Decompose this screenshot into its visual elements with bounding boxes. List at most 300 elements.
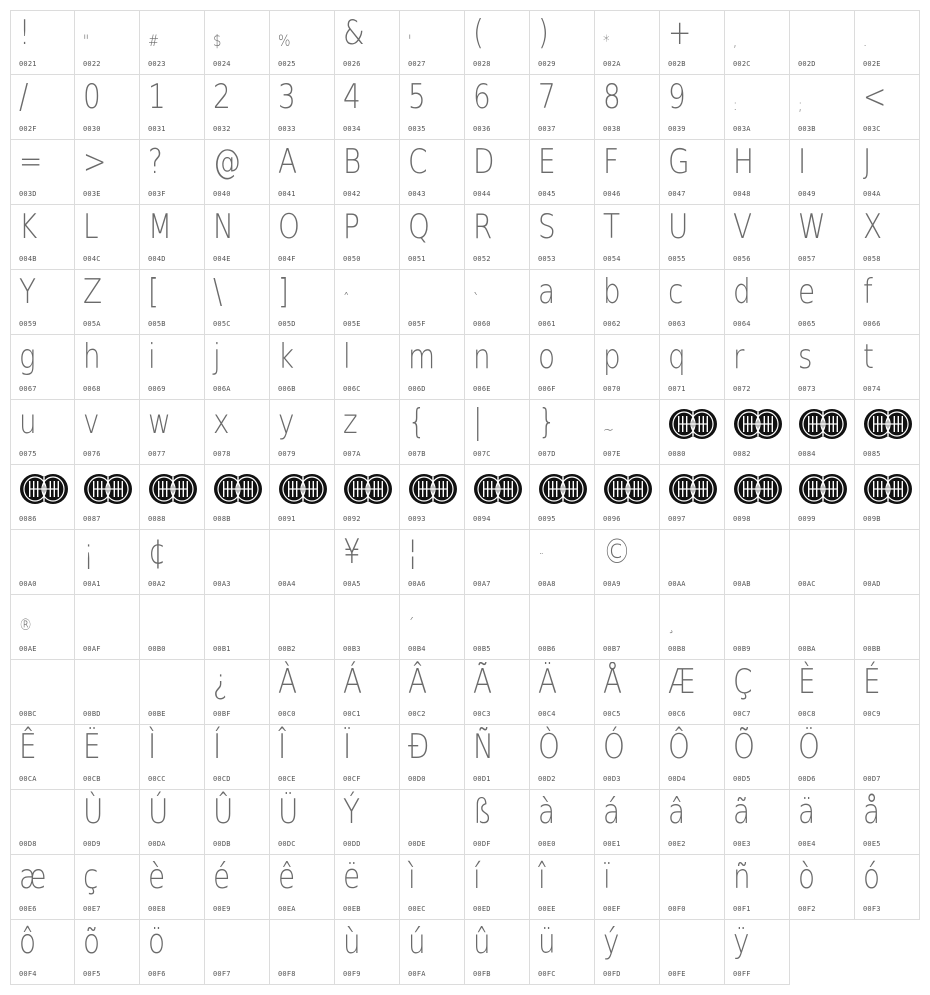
- glyph-codepoint: 004E: [213, 255, 231, 263]
- glyph-codepoint: 00FC: [538, 970, 556, 978]
- logo-glyph-icon: [733, 408, 783, 440]
- glyph-cell: [855, 270, 920, 335]
- glyph-cell: [140, 270, 205, 335]
- glyph-character: Ù: [83, 792, 104, 832]
- glyph-cell: [10, 790, 75, 855]
- glyph-codepoint: 0062: [603, 320, 621, 328]
- glyph-cell: [595, 920, 660, 985]
- glyph-cell: [270, 140, 335, 205]
- glyph-character: <: [863, 77, 887, 117]
- glyph-codepoint: 00EC: [408, 905, 426, 913]
- glyph-codepoint: 0025: [278, 60, 296, 68]
- glyph-codepoint: 00D9: [83, 840, 101, 848]
- glyph-cell: [140, 855, 205, 920]
- glyph-cell: [140, 530, 205, 595]
- glyph-cell: [595, 855, 660, 920]
- glyph-cell: [10, 920, 75, 985]
- glyph-codepoint: 00FE: [668, 970, 686, 978]
- glyph-codepoint: 00F9: [343, 970, 361, 978]
- glyph-codepoint: 0039: [668, 125, 686, 133]
- glyph-character: ¦: [408, 532, 418, 572]
- glyph-character: ý: [603, 922, 620, 962]
- glyph-cell: [465, 855, 530, 920]
- glyph-character: A: [278, 142, 298, 182]
- glyph-character: y: [278, 402, 295, 442]
- glyph-codepoint: 007E: [603, 450, 621, 458]
- glyph-codepoint: 00CE: [278, 775, 296, 783]
- glyph-codepoint: 0093: [408, 515, 426, 523]
- glyph-codepoint: 00AD: [863, 580, 881, 588]
- glyph-character: x: [213, 402, 230, 442]
- glyph-cell: [335, 75, 400, 140]
- glyph-cell: [790, 400, 855, 465]
- glyph-cell: [140, 725, 205, 790]
- glyph-cell: [270, 725, 335, 790]
- glyph-cell: [790, 10, 855, 75]
- glyph-codepoint: 0051: [408, 255, 426, 263]
- glyph-codepoint: 0069: [148, 385, 166, 393]
- glyph-cell: [140, 920, 205, 985]
- glyph-character: ˆ: [343, 290, 350, 309]
- glyph-codepoint: 00A0: [19, 580, 37, 588]
- glyph-character: É: [863, 662, 881, 702]
- glyph-cell: [205, 75, 270, 140]
- glyph-codepoint: 006A: [213, 385, 231, 393]
- glyph-character: Á: [343, 662, 363, 702]
- glyph-character: Æ: [668, 662, 696, 702]
- glyph-cell: [660, 140, 725, 205]
- glyph-character: Û: [213, 792, 234, 832]
- glyph-cell: [530, 790, 595, 855]
- glyph-cell: [205, 270, 270, 335]
- glyph-codepoint: 00D7: [863, 775, 881, 783]
- glyph-cell: [205, 660, 270, 725]
- glyph-codepoint: 00A5: [343, 580, 361, 588]
- glyph-cell: [270, 335, 335, 400]
- glyph-codepoint: 0042: [343, 190, 361, 198]
- glyph-character: Ñ: [473, 727, 494, 767]
- glyph-cell: [10, 530, 75, 595]
- glyph-cell: [205, 855, 270, 920]
- glyph-character: R: [473, 207, 493, 247]
- glyph-character: =: [19, 142, 43, 182]
- glyph-codepoint: 00B0: [148, 645, 166, 653]
- glyph-codepoint: 00D5: [733, 775, 751, 783]
- glyph-codepoint: 0056: [733, 255, 751, 263]
- glyph-cell: [400, 465, 465, 530]
- glyph-codepoint: 0074: [863, 385, 881, 393]
- glyph-character: Ç: [733, 662, 753, 702]
- glyph-character: |: [473, 402, 483, 442]
- logo-glyph-icon: [473, 473, 523, 505]
- glyph-cell: [400, 205, 465, 270]
- glyph-character: P: [343, 207, 360, 247]
- logo-glyph-icon: [668, 473, 718, 505]
- glyph-cell: [205, 10, 270, 75]
- glyph-character: ù: [343, 922, 361, 962]
- glyph-cell: [790, 725, 855, 790]
- glyph-grid: [10, 10, 920, 985]
- glyph-codepoint: 0063: [668, 320, 686, 328]
- glyph-cell: [400, 270, 465, 335]
- glyph-cell: [335, 270, 400, 335]
- glyph-cell: [335, 10, 400, 75]
- glyph-cell: [400, 725, 465, 790]
- glyph-character: Ó: [603, 727, 625, 767]
- glyph-character: z: [343, 402, 358, 442]
- glyph-cell: [10, 335, 75, 400]
- glyph-cell: [725, 855, 790, 920]
- glyph-cell: [725, 335, 790, 400]
- glyph-cell: [465, 530, 530, 595]
- logo-glyph-icon: [538, 473, 588, 505]
- glyph-cell: [75, 595, 140, 660]
- glyph-cell: [595, 10, 660, 75]
- glyph-cell: [140, 205, 205, 270]
- logo-glyph-icon: [863, 408, 913, 440]
- glyph-codepoint: 003E: [83, 190, 101, 198]
- glyph-cell: [75, 790, 140, 855]
- glyph-codepoint: 004B: [19, 255, 37, 263]
- glyph-cell: [790, 205, 855, 270]
- glyph-codepoint: 0092: [343, 515, 361, 523]
- glyph-cell: [270, 465, 335, 530]
- glyph-codepoint: 00D2: [538, 775, 556, 783]
- glyph-cell: [530, 10, 595, 75]
- glyph-cell: [140, 465, 205, 530]
- glyph-character: $: [213, 31, 222, 50]
- glyph-character: ô: [19, 922, 37, 962]
- glyph-character: 7: [538, 77, 556, 117]
- glyph-codepoint: 00E3: [733, 840, 751, 848]
- glyph-character: 0: [83, 77, 101, 117]
- glyph-character: ì: [408, 857, 416, 897]
- glyph-cell: [75, 140, 140, 205]
- glyph-cell: [660, 530, 725, 595]
- glyph-cell: [465, 660, 530, 725]
- logo-glyph-icon: [148, 473, 198, 505]
- glyph-cell: [10, 75, 75, 140]
- glyph-character: i: [148, 337, 156, 377]
- glyph-cell: [530, 595, 595, 660]
- glyph-character: t: [863, 337, 874, 377]
- glyph-character: W: [798, 207, 826, 247]
- glyph-character: á: [603, 792, 621, 832]
- glyph-cell: [335, 465, 400, 530]
- glyph-character: #: [148, 31, 159, 50]
- glyph-codepoint: 00D4: [668, 775, 686, 783]
- glyph-codepoint: 004C: [83, 255, 101, 263]
- glyph-cell: [10, 595, 75, 660]
- glyph-cell: [465, 140, 530, 205]
- glyph-cell: [75, 725, 140, 790]
- glyph-character: å: [863, 792, 881, 832]
- glyph-codepoint: 0088: [148, 515, 166, 523]
- glyph-codepoint: 007B: [408, 450, 426, 458]
- logo-glyph-icon: [343, 473, 393, 505]
- glyph-cell: [270, 530, 335, 595]
- logo-glyph-icon: [408, 473, 458, 505]
- glyph-character: ¸: [668, 615, 675, 634]
- glyph-character: o: [538, 337, 556, 377]
- glyph-codepoint: 00E6: [19, 905, 37, 913]
- glyph-cell: [790, 530, 855, 595]
- glyph-character: l: [343, 337, 351, 377]
- glyph-character: À: [278, 662, 298, 702]
- glyph-cell: [75, 335, 140, 400]
- glyph-codepoint: 0032: [213, 125, 231, 133]
- glyph-character: U: [668, 207, 689, 247]
- glyph-character: }: [538, 402, 556, 442]
- glyph-character: Ï: [343, 727, 352, 767]
- glyph-character: ¥: [343, 532, 361, 572]
- glyph-cell: [205, 530, 270, 595]
- glyph-codepoint: 00BF: [213, 710, 231, 718]
- glyph-codepoint: 0041: [278, 190, 296, 198]
- glyph-codepoint: 0071: [668, 385, 686, 393]
- glyph-codepoint: 00BE: [148, 710, 166, 718]
- glyph-codepoint: 00EB: [343, 905, 361, 913]
- glyph-character: g: [19, 337, 36, 377]
- glyph-character: Ä: [538, 662, 558, 702]
- glyph-codepoint: 00E0: [538, 840, 556, 848]
- glyph-character: w: [148, 402, 171, 442]
- glyph-cell: [790, 270, 855, 335]
- glyph-character: é: [213, 857, 231, 897]
- glyph-codepoint: 00A4: [278, 580, 296, 588]
- glyph-cell: [595, 530, 660, 595]
- glyph-character: ¨: [538, 550, 545, 569]
- glyph-character: N: [213, 207, 234, 247]
- glyph-codepoint: 00C2: [408, 710, 426, 718]
- glyph-codepoint: 00D0: [408, 775, 426, 783]
- glyph-cell: [400, 530, 465, 595]
- glyph-character: c: [668, 272, 684, 312]
- glyph-codepoint: 0033: [278, 125, 296, 133]
- glyph-cell: [205, 140, 270, 205]
- glyph-character: :: [733, 95, 738, 114]
- glyph-cell: [75, 660, 140, 725]
- glyph-character: ã: [733, 792, 751, 832]
- glyph-codepoint: 007A: [343, 450, 361, 458]
- glyph-codepoint: 003F: [148, 190, 166, 198]
- glyph-codepoint: 0047: [668, 190, 686, 198]
- glyph-cell: [205, 205, 270, 270]
- glyph-cell: [335, 595, 400, 660]
- glyph-codepoint: 0035: [408, 125, 426, 133]
- glyph-codepoint: 002C: [733, 60, 751, 68]
- glyph-codepoint: 00DC: [278, 840, 296, 848]
- glyph-codepoint: 0037: [538, 125, 556, 133]
- glyph-character: ñ: [733, 857, 751, 897]
- glyph-codepoint: 002B: [668, 60, 686, 68]
- glyph-character: Ì: [148, 727, 157, 767]
- glyph-cell: [660, 75, 725, 140]
- glyph-cell: [465, 400, 530, 465]
- glyph-cell: [855, 335, 920, 400]
- glyph-cell: [660, 10, 725, 75]
- glyph-codepoint: 0057: [798, 255, 816, 263]
- glyph-codepoint: 00ED: [473, 905, 491, 913]
- glyph-character: Ò: [538, 727, 560, 767]
- glyph-cell: [465, 595, 530, 660]
- glyph-cell: [335, 920, 400, 985]
- glyph-character: I: [798, 142, 807, 182]
- glyph-cell: [530, 205, 595, 270]
- glyph-codepoint: 005B: [148, 320, 166, 328]
- glyph-character: ®: [19, 615, 33, 634]
- glyph-cell: [270, 920, 335, 985]
- glyph-codepoint: 00A3: [213, 580, 231, 588]
- glyph-codepoint: 0021: [19, 60, 37, 68]
- glyph-codepoint: 0048: [733, 190, 751, 198]
- glyph-character: Q: [408, 207, 430, 247]
- glyph-codepoint: 005D: [278, 320, 296, 328]
- glyph-cell: [725, 725, 790, 790]
- glyph-character: n: [473, 337, 491, 377]
- glyph-character: ä: [798, 792, 816, 832]
- glyph-codepoint: 0077: [148, 450, 166, 458]
- glyph-codepoint: 00A1: [83, 580, 101, 588]
- glyph-codepoint: 00E1: [603, 840, 621, 848]
- glyph-codepoint: 008B: [213, 515, 231, 523]
- glyph-codepoint: 00FA: [408, 970, 426, 978]
- glyph-character: @: [213, 142, 241, 182]
- glyph-codepoint: 0075: [19, 450, 37, 458]
- glyph-character: \: [213, 272, 223, 312]
- glyph-codepoint: 00C0: [278, 710, 296, 718]
- glyph-cell: [140, 140, 205, 205]
- glyph-character: u: [19, 402, 37, 442]
- glyph-character: û: [473, 922, 491, 962]
- glyph-codepoint: 00B4: [408, 645, 426, 653]
- glyph-cell: [400, 75, 465, 140]
- glyph-cell: [530, 270, 595, 335]
- glyph-cell: [335, 530, 400, 595]
- glyph-cell: [530, 335, 595, 400]
- glyph-cell: [595, 725, 660, 790]
- glyph-codepoint: 0044: [473, 190, 491, 198]
- glyph-cell: [855, 465, 920, 530]
- glyph-cell: [140, 75, 205, 140]
- glyph-cell: [660, 205, 725, 270]
- glyph-character: O: [278, 207, 300, 247]
- glyph-cell: [335, 205, 400, 270]
- glyph-codepoint: 006C: [343, 385, 361, 393]
- glyph-cell: [270, 270, 335, 335]
- glyph-cell: [75, 465, 140, 530]
- glyph-cell: [855, 725, 920, 790]
- glyph-codepoint: 006D: [408, 385, 426, 393]
- glyph-codepoint: 002D: [798, 60, 816, 68]
- glyph-codepoint: 0082: [733, 450, 751, 458]
- glyph-character: Â: [408, 662, 428, 702]
- glyph-character: F: [603, 142, 620, 182]
- glyph-codepoint: 0078: [213, 450, 231, 458]
- glyph-codepoint: 002F: [19, 125, 37, 133]
- glyph-cell: [270, 10, 335, 75]
- glyph-character: Ë: [83, 727, 101, 767]
- glyph-codepoint: 0094: [473, 515, 491, 523]
- glyph-codepoint: 00D8: [19, 840, 37, 848]
- glyph-cell: [10, 660, 75, 725]
- glyph-codepoint: 00C7: [733, 710, 751, 718]
- glyph-cell: [400, 140, 465, 205]
- glyph-codepoint: 004A: [863, 190, 881, 198]
- glyph-cell: [725, 270, 790, 335]
- glyph-character: ü: [538, 922, 556, 962]
- glyph-character: G: [668, 142, 690, 182]
- glyph-cell: [465, 465, 530, 530]
- glyph-codepoint: 0026: [343, 60, 361, 68]
- glyph-character: Y: [19, 272, 37, 312]
- glyph-codepoint: 0043: [408, 190, 426, 198]
- glyph-character: ¿: [213, 662, 228, 702]
- glyph-cell: [660, 790, 725, 855]
- glyph-codepoint: 00CF: [343, 775, 361, 783]
- glyph-codepoint: 00BB: [863, 645, 881, 653]
- glyph-cell: [660, 270, 725, 335]
- glyph-cell: [465, 75, 530, 140]
- glyph-cell: [10, 465, 75, 530]
- glyph-character: K: [19, 207, 38, 247]
- glyph-character: {: [408, 402, 426, 442]
- glyph-codepoint: 00E2: [668, 840, 686, 848]
- glyph-codepoint: 0067: [19, 385, 37, 393]
- glyph-character: ï: [603, 857, 611, 897]
- glyph-cell: [725, 400, 790, 465]
- glyph-codepoint: 0040: [213, 190, 231, 198]
- glyph-character: X: [863, 207, 883, 247]
- glyph-character: h: [83, 337, 101, 377]
- glyph-cell: [725, 920, 790, 985]
- glyph-cell: [10, 10, 75, 75]
- glyph-cell: [205, 790, 270, 855]
- glyph-codepoint: 00E7: [83, 905, 101, 913]
- glyph-codepoint: 0086: [19, 515, 37, 523]
- glyph-codepoint: 0054: [603, 255, 621, 263]
- glyph-character: /: [19, 77, 29, 117]
- glyph-codepoint: 00DF: [473, 840, 491, 848]
- glyph-codepoint: 0036: [473, 125, 491, 133]
- glyph-cell: [335, 140, 400, 205]
- glyph-codepoint: 0068: [83, 385, 101, 393]
- glyph-character: ©: [603, 532, 631, 572]
- glyph-codepoint: 007C: [473, 450, 491, 458]
- glyph-cell: [595, 205, 660, 270]
- glyph-codepoint: 0096: [603, 515, 621, 523]
- glyph-cell: [855, 660, 920, 725]
- glyph-codepoint: 0027: [408, 60, 426, 68]
- glyph-character: Î: [278, 727, 287, 767]
- glyph-codepoint: 0024: [213, 60, 231, 68]
- glyph-character: à: [538, 792, 556, 832]
- glyph-codepoint: 002E: [863, 60, 881, 68]
- glyph-codepoint: 0064: [733, 320, 751, 328]
- glyph-codepoint: 00EE: [538, 905, 556, 913]
- glyph-character: m: [408, 337, 436, 377]
- glyph-codepoint: 00C9: [863, 710, 881, 718]
- glyph-cell: [855, 205, 920, 270]
- glyph-codepoint: 00B3: [343, 645, 361, 653]
- glyph-codepoint: 00F3: [863, 905, 881, 913]
- glyph-cell: [530, 400, 595, 465]
- glyph-cell: [335, 660, 400, 725]
- glyph-codepoint: 00A9: [603, 580, 621, 588]
- glyph-cell: [465, 270, 530, 335]
- glyph-cell: [530, 920, 595, 985]
- glyph-character: 6: [473, 77, 491, 117]
